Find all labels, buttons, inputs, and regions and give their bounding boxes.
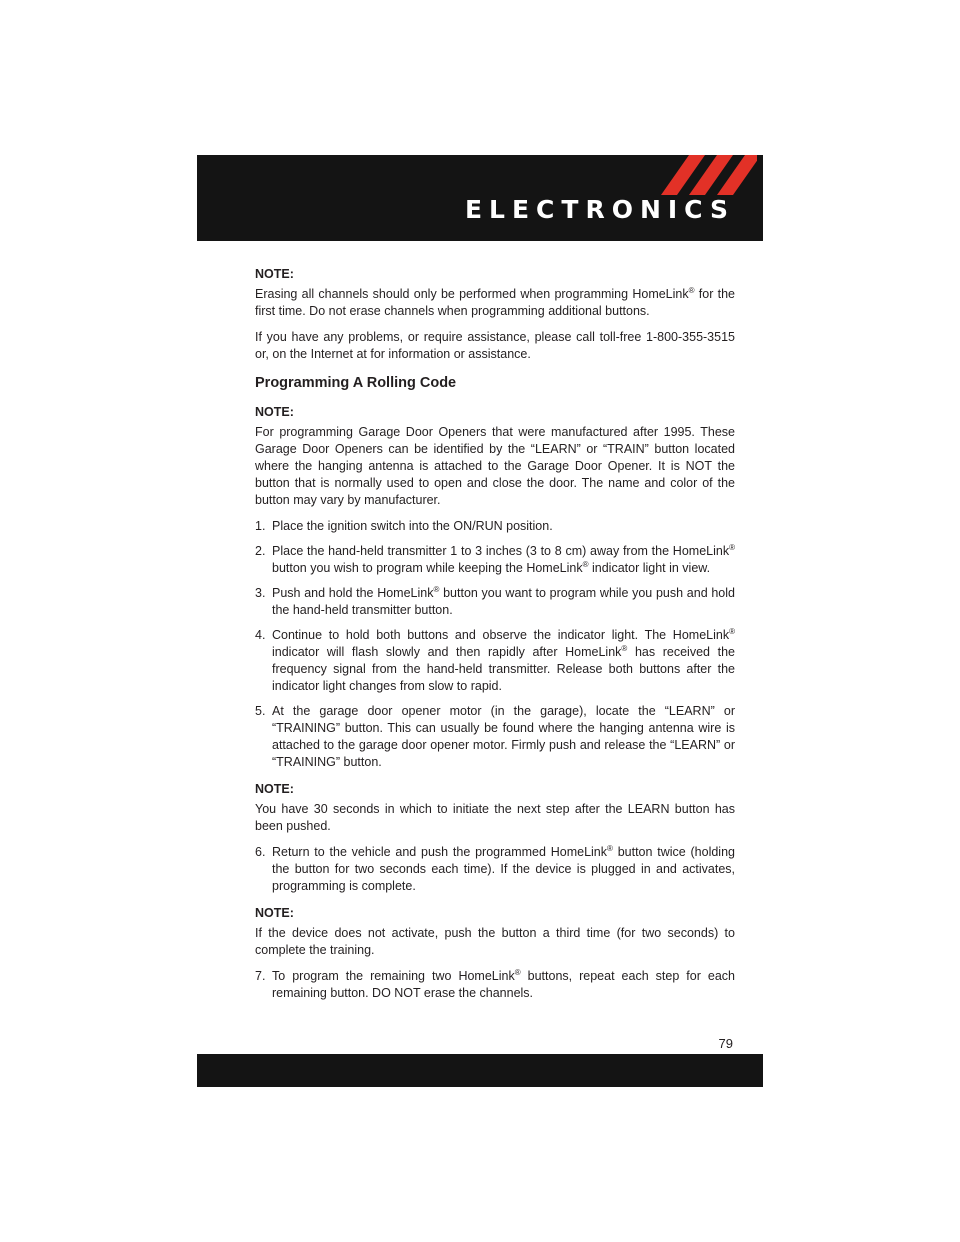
step-text-part: Return to the vehicle and push the programmed HomeLink: [272, 845, 607, 859]
step-text-part: At the garage door opener motor (in the garage), locate the “LEARN” or “TRAINING” button. This can usually be found where the hanging antenna wire is attached to the garage door opener motor. Firmly push and release the “LEARN” or “TRAINING” button.: [272, 704, 735, 769]
registered-mark: ®: [729, 626, 735, 636]
step-number: 3.: [255, 586, 266, 600]
step-text-part: Continue to hold both buttons and observe the indicator light. The HomeLink: [272, 628, 730, 642]
registered-mark: ®: [433, 584, 440, 594]
note-text-part: Erasing all channels should only be performed when programming HomeLink: [255, 287, 689, 301]
step-number: 5.: [255, 704, 266, 718]
step-text-part: Push and hold the HomeLink: [272, 586, 434, 600]
section-header-band: [197, 155, 763, 241]
step-text: [272, 585, 735, 619]
help-text: If you have any problems, or require assistance, please call toll-free 1-800-355-3515 or, on the Internet at for information or assistance.: [255, 330, 735, 361]
step-item: [255, 627, 735, 695]
registered-mark: ®: [582, 559, 589, 569]
note-label: NOTE:: [255, 267, 294, 281]
step-text-part: buttons, repeat each step for each remaining button. DO NOT erase the channels.: [272, 969, 735, 1000]
note-label: NOTE:: [255, 906, 294, 920]
step-number: 7.: [255, 969, 266, 983]
step-list: [255, 518, 735, 771]
step-text: [272, 968, 735, 1002]
note-text: For programming Garage Door Openers that were manufactured after 1995. These Garage Door Openers can be identified by the “LEARN” or “TRAIN” button located where the hanging antenna is attached to the Garage Door Opener. It is NOT the button that is normally used to open and close the door. The name and color of the button may vary by manufacturer.: [255, 425, 735, 507]
step-text-part: indicator will flash slowly and then rapidly after HomeLink: [272, 645, 622, 659]
accent-stripes-icon: [617, 155, 757, 195]
step-item: [255, 844, 735, 895]
note-text: If the device does not activate, push the button a third time (for two seconds) to complete the training.: [255, 926, 735, 957]
step-number: 1.: [255, 519, 266, 533]
step-item: [255, 968, 735, 1002]
step-text-part: button you want to program while you push and hold the hand-held transmitter button.: [272, 586, 735, 617]
step-text-part: Place the hand-held transmitter 1 to 3 inches (3 to 8 cm) away from the HomeLink: [272, 544, 730, 558]
step-text: [272, 627, 735, 695]
section-heading: Programming A Rolling Code: [255, 375, 457, 391]
step-item: [255, 703, 735, 771]
step-number: 2.: [255, 544, 266, 558]
note-text-part: for the first time. Do not erase channels when programming additional buttons.: [255, 287, 735, 318]
step-text: [272, 844, 735, 895]
registered-mark: ®: [514, 967, 521, 977]
step-list: [255, 844, 735, 895]
step-item: [255, 585, 735, 619]
note-text: You have 30 seconds in which to initiate the next step after the LEARN button has been pushed.: [255, 802, 735, 833]
registered-mark: ®: [621, 643, 628, 653]
step-list: [255, 968, 735, 1002]
step-text-part: indicator light in view.: [591, 561, 711, 575]
page-content: [255, 266, 735, 1012]
step-text-part: Place the ignition switch into the ON/RUN position.: [272, 519, 553, 533]
page-number: 79: [718, 1036, 733, 1051]
step-text: [272, 518, 735, 535]
registered-mark: ®: [688, 285, 695, 295]
step-text: [272, 703, 735, 771]
step-text-part: button twice (holding the button for two seconds each time). If the device is plugged in and activates, programming is complete.: [272, 845, 735, 893]
step-text-part: button you wish to program while keeping the HomeLink: [272, 561, 583, 575]
note-label: NOTE:: [255, 405, 294, 419]
step-text-part: has received the frequency signal from the hand-held transmitter. Release both buttons after the indicator light changes from slow to rapid.: [272, 645, 735, 693]
registered-mark: ®: [729, 542, 735, 552]
registered-mark: ®: [607, 843, 613, 853]
step-item: [255, 543, 735, 577]
step-item: [255, 518, 735, 535]
step-text-part: To program the remaining two HomeLink: [272, 969, 515, 983]
step-number: 6.: [255, 845, 266, 859]
step-number: 4.: [255, 628, 266, 642]
section-title: ELECTRONICS: [464, 195, 735, 224]
note-label: NOTE:: [255, 782, 294, 796]
footer-band: [197, 1054, 763, 1087]
note-text: [255, 286, 735, 320]
step-text: [272, 543, 735, 577]
